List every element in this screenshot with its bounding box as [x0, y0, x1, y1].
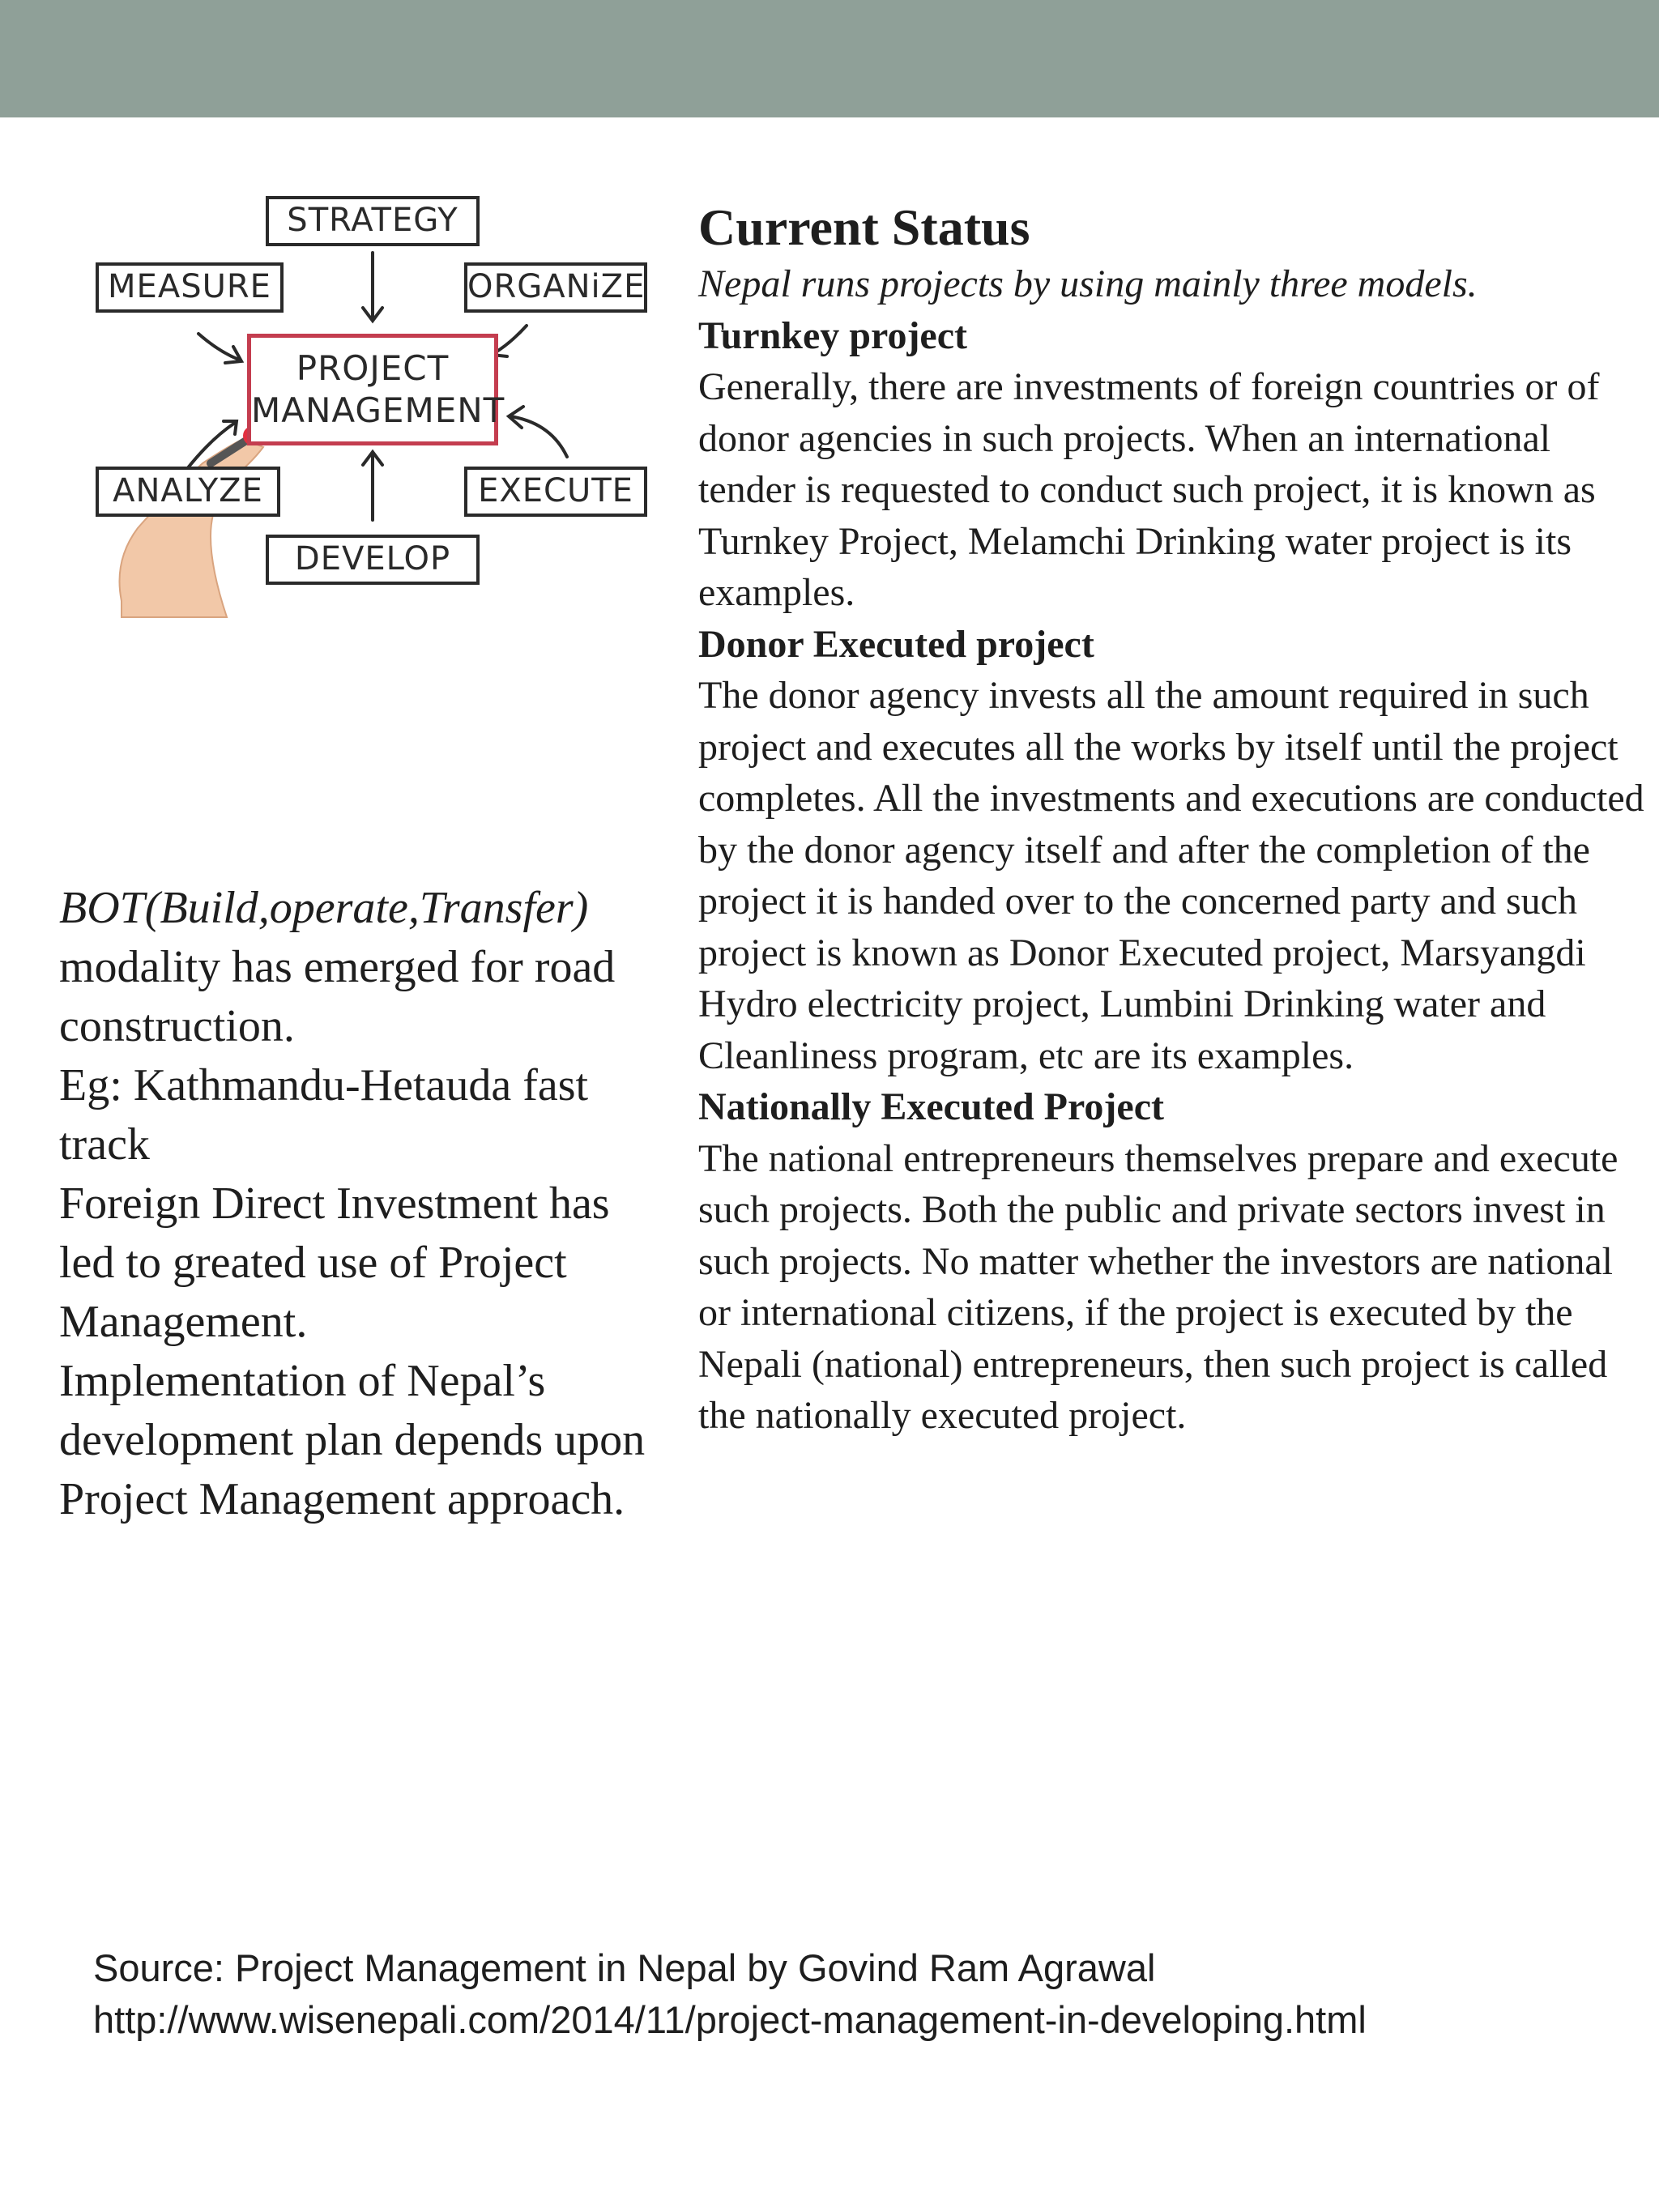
develop-box: DEVELOP	[266, 535, 480, 585]
bot-heading: BOT(Build,operate,Transfer)	[59, 883, 589, 933]
source-url[interactable]: http://www.wisenepali.com/2014/11/project-management-in-developing.html	[93, 1998, 1367, 2041]
center-label-line1: PROJECT	[296, 348, 450, 388]
analyze-box: ANALYZE	[96, 467, 280, 517]
donor-text: The donor agency invests all the amount required in such project and executes all the works by itself until the project completes. All the investments and executions are conducted by the donor agency itself and after the completion of the project it is handed over to the concerned party and such project is known as Donor Executed project, Marsyangdi Hydro electricity project, Lumbini Drinking water and Cleanliness program, etc are its examples.	[698, 674, 1644, 1077]
execute-box: EXECUTE	[464, 467, 647, 517]
source-citation	[93, 1942, 1632, 2046]
intro-text: Nepal runs projects by using mainly three models.	[698, 262, 1478, 305]
example-text: Eg: Kathmandu-Hetauda fast track	[59, 1060, 589, 1170]
national-text: The national entrepreneurs themselves prepare and execute such projects. Both the public and private sectors invest in such projects. No matter whether the investors are national or international citizens, if the project is executed by the Nepali (national) entrepreneurs, then such project is called the nationally executed project.	[698, 1136, 1618, 1437]
implementation-text: Implementation of Nepal’s development plan depends upon Project Management approach.	[59, 1356, 646, 1524]
fdi-text: Foreign Direct Investment has led to greated use of Project Management.	[59, 1178, 610, 1347]
measure-box: MEASURE	[96, 262, 284, 313]
project-management-box	[247, 334, 505, 445]
center-label-line2: MANAGEMENT	[251, 390, 505, 430]
left-column	[59, 879, 659, 1529]
page-title: Current Status	[698, 198, 1030, 256]
national-heading: Nationally Executed Project	[698, 1085, 1164, 1128]
turnkey-text: Generally, there are investments of foreign countries or of donor agencies in such projects. When an international tender is requested to conduct such project, it is known as Turnkey Project, Melamchi Drinking water project is its examples.	[698, 365, 1600, 614]
header-bar	[0, 0, 1659, 117]
turnkey-heading: Turnkey project	[698, 313, 968, 357]
right-column	[698, 198, 1654, 1442]
source-line: Source: Project Management in Nepal by Govind Ram Agrawal	[93, 1946, 1156, 1989]
project-management-diagram	[89, 180, 656, 617]
hand-illustration	[120, 426, 264, 617]
strategy-box: STRATEGY	[266, 196, 480, 246]
organize-box: ORGANiZE	[464, 262, 647, 313]
bot-text: modality has emerged for road construction.	[59, 942, 616, 1051]
donor-heading: Donor Executed project	[698, 622, 1094, 666]
